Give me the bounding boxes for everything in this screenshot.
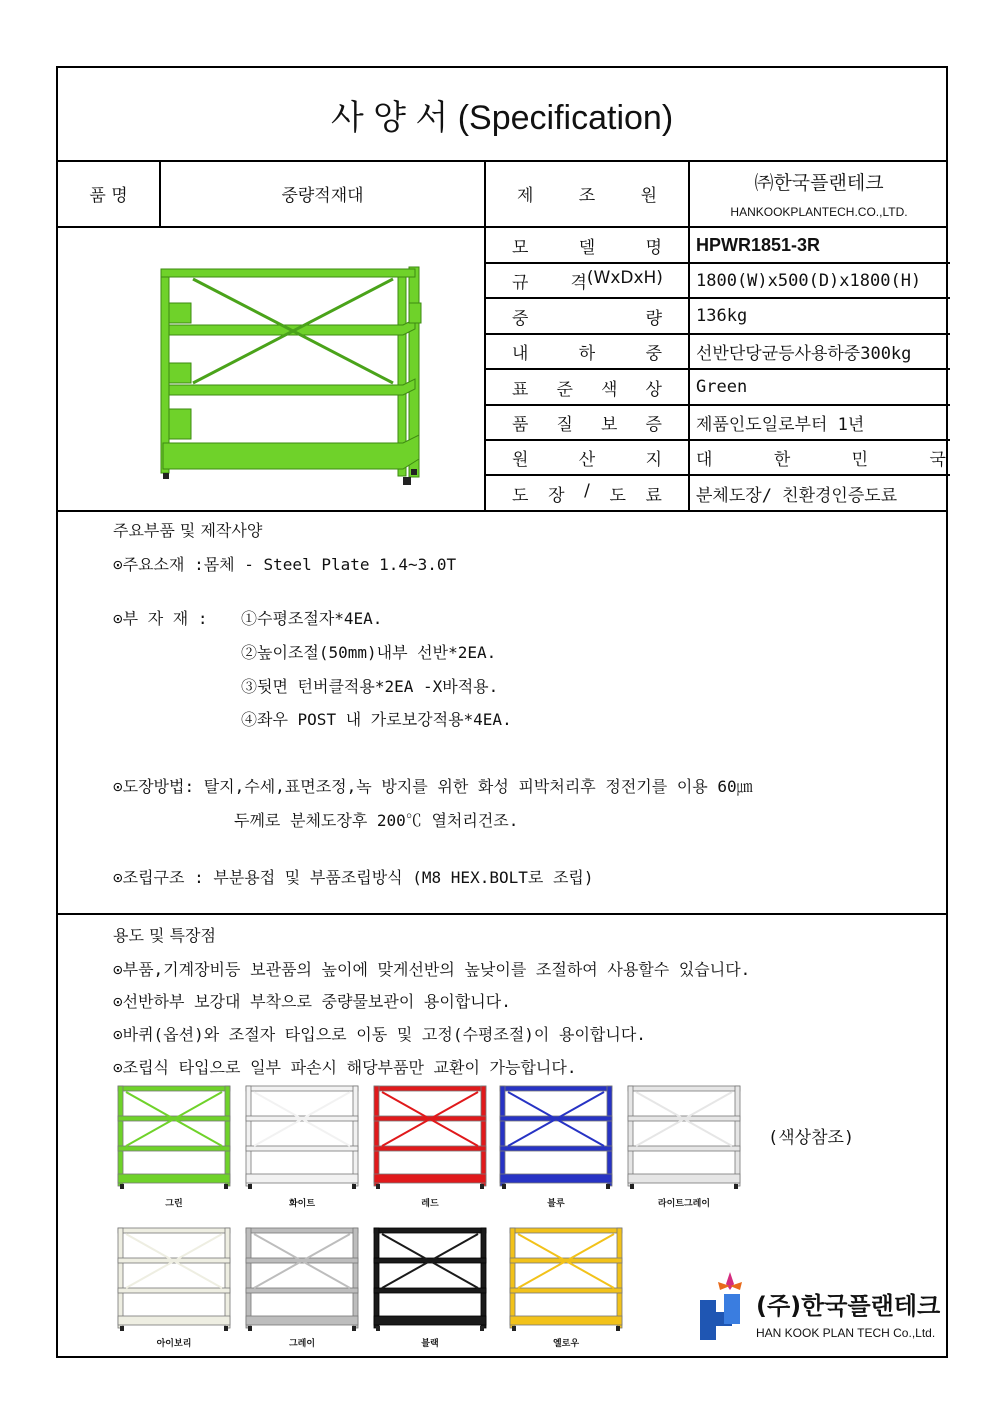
color-sample-0 — [116, 1084, 232, 1198]
maker-name-en: HANKOOKPLANTECH.CO.,LTD. — [730, 204, 908, 219]
spec-label-size — [486, 264, 690, 297]
color-caption: 아이보리 — [156, 1339, 192, 1349]
sub-material-label: ⊙부 자 재 : — [113, 609, 208, 628]
color-reference-note: (색상참조) — [768, 1128, 855, 1148]
company-logo — [690, 1266, 950, 1356]
color-caption: 그린 — [165, 1199, 183, 1209]
spec-label-origin — [486, 441, 690, 474]
usage-item: ⊙바퀴(옵션)와 조절자 타입으로 이동 및 고정(수평조절)이 용이합니다. — [113, 1025, 646, 1044]
assembly-line: ⊙조립구조 : 부분용접 및 부품조립방식 (M8 HEX.BOLT로 조립) — [113, 868, 594, 887]
spec-label-load — [486, 335, 690, 368]
usage-item: ⊙선반하부 보강대 부착으로 중량물보관이 용이합니다. — [113, 992, 511, 1011]
label-char: 질 — [556, 415, 573, 435]
label-char: 준 — [556, 379, 573, 400]
maker-label-char: 제 — [517, 185, 534, 206]
sub-item: ③뒷면 턴버클적용*2EA -X바적용. — [241, 677, 499, 696]
label-char: 상 — [645, 379, 662, 400]
color-sample-2 — [372, 1084, 488, 1198]
spec-value-weight: 136kg — [696, 306, 748, 326]
maker-label — [486, 160, 688, 226]
spec-label-warranty — [486, 406, 690, 439]
page-title: 사 양 서 (Specification) — [58, 68, 946, 162]
color-sample-6 — [244, 1226, 360, 1340]
color-caption: 그레이 — [288, 1339, 316, 1349]
color-caption: 블랙 — [421, 1339, 439, 1349]
product-image — [153, 263, 443, 498]
label-char: / — [584, 480, 590, 501]
color-caption: 블루 — [547, 1199, 565, 1209]
label-char: 명 — [645, 237, 662, 258]
spec-label-paint — [486, 476, 690, 510]
maker-name — [690, 160, 948, 226]
color-sample-5 — [116, 1226, 232, 1340]
label-char: 증 — [645, 415, 662, 435]
logo-mark-icon — [690, 1270, 760, 1350]
sub-item: ②높이조절(50mm)내부 선반*2EA. — [241, 643, 497, 662]
main-parts-heading: 주요부품 및 제작사양 — [113, 521, 263, 540]
logo-name-kr: (주)한국플랜테크 — [756, 1292, 941, 1320]
material-line: ⊙주요소재 :몸체 - Steel Plate 1.4~3.0T — [113, 555, 457, 574]
label-extra: (WxDxH) — [586, 268, 663, 288]
usage-heading: 용도 및 특장점 — [113, 926, 216, 945]
color-caption: 라이트그레이 — [657, 1199, 711, 1209]
label-char: 델 — [578, 237, 596, 258]
label-char: 색 — [601, 379, 618, 400]
label-char: 품 — [512, 415, 529, 435]
label-char: 지 — [645, 450, 662, 470]
color-sample-4 — [626, 1084, 742, 1198]
spec-label-weight — [486, 299, 690, 333]
label-char: 규 — [512, 273, 529, 293]
spec-value-color: Green — [696, 377, 748, 397]
color-sample-1 — [244, 1084, 360, 1198]
color-sample-3 — [498, 1084, 614, 1198]
label-char: 량 — [645, 308, 662, 329]
color-caption: 옐로우 — [552, 1339, 580, 1349]
divider — [58, 510, 946, 512]
spec-value-paint: 분체도장/ 친환경인증도료 — [696, 485, 898, 506]
usage-item: ⊙부품,기계장비등 보관품의 높이에 맞게선반의 높낮이를 조절하여 사용할수 있습니다. — [113, 960, 751, 979]
label-char: 표 — [512, 379, 529, 400]
label-char: 원 — [512, 450, 529, 470]
spec-value-load: 선반단당균등사용하중300kg — [696, 344, 912, 364]
logo-name-en: HAN KOOK PLAN TECH Co.,Ltd. — [756, 1326, 936, 1340]
maker-label-char: 조 — [578, 185, 596, 206]
label-char: 도 — [512, 485, 529, 506]
sub-item: ①수평조절자*4EA. — [241, 609, 383, 628]
color-sample-7 — [372, 1226, 488, 1340]
label-char: 료 — [645, 485, 662, 506]
label-char: 장 — [548, 485, 565, 506]
product-label: 품 명 — [89, 185, 128, 206]
maker-label-char: 원 — [640, 185, 657, 206]
usage-item: ⊙조립식 타입으로 일부 파손시 해당부품만 교환이 가능합니다. — [113, 1058, 577, 1077]
product-name: 중량적재대 — [281, 185, 364, 206]
label-char: 하 — [578, 344, 596, 364]
spec-label-color — [486, 370, 690, 404]
label-char: 중 — [645, 344, 662, 364]
label-char: 보 — [601, 415, 618, 435]
spec-value-origin: 대 한 민 국 — [696, 450, 946, 470]
label-char: 모 — [512, 237, 529, 258]
paint-method-line2: 두께로 분체도장후 200℃ 열처리건조. — [234, 811, 519, 830]
color-sample-8 — [508, 1226, 624, 1340]
label-char: 중 — [512, 308, 529, 329]
sub-item: ④좌우 POST 내 가로보강적용*4EA. — [241, 710, 512, 729]
color-caption: 화이트 — [288, 1199, 316, 1209]
spec-label-model — [486, 228, 690, 262]
paint-method-line1: ⊙도장방법: 탈지,수세,표면조정,녹 방지를 위한 화성 피박처리후 정전기를 이용 60㎛ — [113, 777, 753, 796]
spec-sheet — [56, 66, 948, 1358]
spec-value-model: HPWR1851-3R — [696, 234, 821, 255]
spec-value-warranty: 제품인도일로부터 1년 — [696, 415, 865, 435]
color-caption: 레드 — [421, 1199, 439, 1209]
label-char: 도 — [609, 485, 626, 506]
divider — [58, 913, 946, 915]
label-char: 내 — [512, 344, 529, 364]
spec-value-size: 1800(W)x500(D)x1800(H) — [696, 270, 922, 291]
label-char: 산 — [578, 450, 596, 470]
maker-name-kr: ㈜한국플랜테크 — [754, 171, 884, 194]
label-char: 격 — [570, 273, 587, 293]
